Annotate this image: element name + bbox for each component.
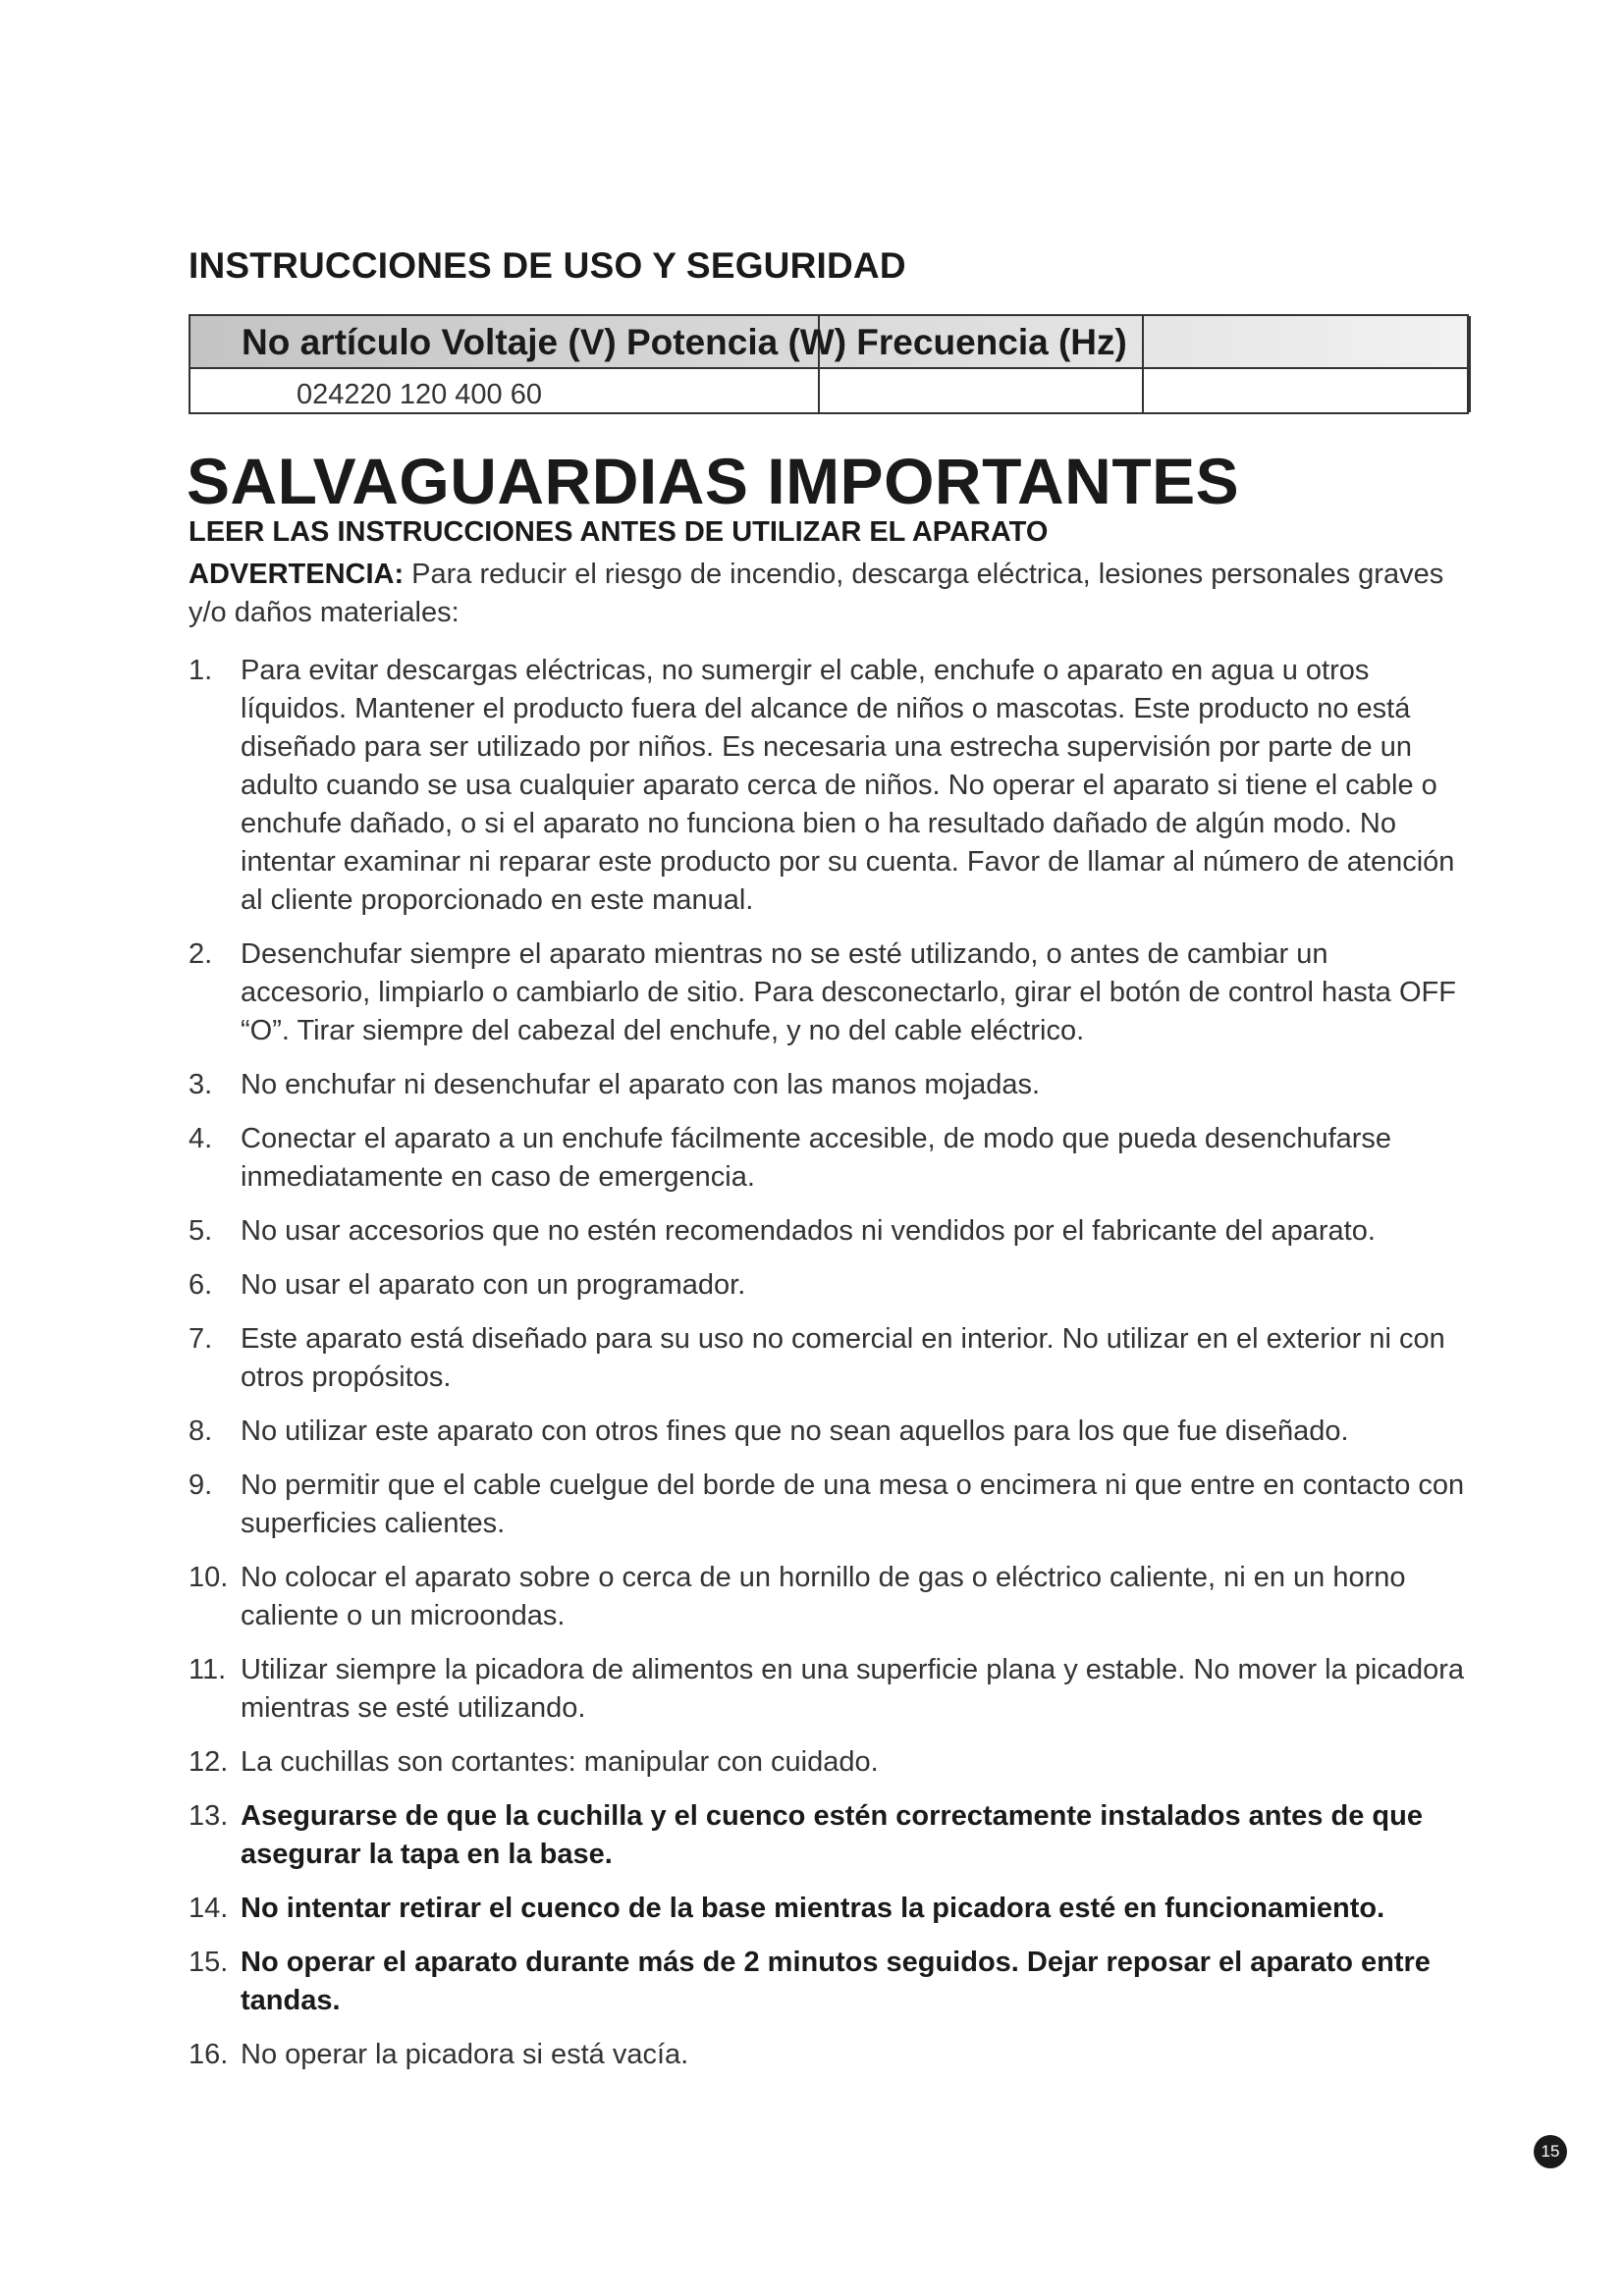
item-text: Conectar el aparato a un enchufe fácilmente accesible, de modo que pueda desenchufarse inmediatamente en caso de emergencia. — [241, 1123, 1392, 1193]
item-number: 1. — [189, 655, 213, 686]
safety-list — [189, 652, 1465, 2090]
item-text: No operar la picadora si está vacía. — [241, 2039, 689, 2070]
list-item — [189, 1467, 1465, 1543]
item-text: No permitir que el cable cuelgue del borde de una mesa o encimera ni que entre en contacto con superficies calientes. — [241, 1469, 1465, 1539]
item-number: 15. — [189, 1947, 229, 1978]
item-text: Asegurarse de que la cuchilla y el cuenco estén correctamente instalados antes de que asegurar la tapa en la base. — [241, 1800, 1423, 1870]
item-number: 5. — [189, 1215, 213, 1247]
item-text: Utilizar siempre la picadora de alimentos en una superficie plana y estable. No mover la picadora mientras se esté utilizando. — [241, 1654, 1465, 1724]
item-number: 6. — [189, 1269, 213, 1301]
item-text: No colocar el aparato sobre o cerca de un hornillo de gas o eléctrico caliente, ni en un horno caliente o un microondas. — [241, 1562, 1406, 1631]
item-text: Este aparato está diseñado para su uso no comercial en interior. No utilizar en el exterior ni con otros propósitos. — [241, 1323, 1445, 1393]
item-text: No operar el aparato durante más de 2 minutos seguidos. Dejar reposar el aparato entre tandas. — [241, 1947, 1431, 2016]
item-text: No intentar retirar el cuenco de la base mientras la picadora esté en funcionamiento. — [241, 1893, 1385, 1924]
item-text: No usar el aparato con un programador. — [241, 1269, 746, 1301]
section-title: INSTRUCCIONES DE USO Y SEGURIDAD — [189, 245, 906, 286]
item-number: 16. — [189, 2039, 229, 2070]
item-number: 12. — [189, 1746, 229, 1778]
list-item — [189, 935, 1465, 1050]
list-item — [189, 1797, 1465, 1874]
item-number: 9. — [189, 1469, 213, 1501]
list-item — [189, 1559, 1465, 1635]
spec-table-values: 024220 120 400 60 — [297, 379, 542, 410]
spec-table — [189, 314, 1469, 414]
item-number: 7. — [189, 1323, 213, 1355]
subtitle: LEER LAS INSTRUCCIONES ANTES DE UTILIZAR EL APARATO — [189, 516, 1049, 548]
spec-table-header-text: No artículo Voltaje (V) Potencia (W) Frecuencia (Hz) — [242, 322, 1127, 362]
list-item — [189, 1120, 1465, 1197]
list-item — [189, 1743, 1465, 1782]
spec-table-divider — [1469, 316, 1471, 412]
item-text: No usar accesorios que no estén recomendados ni vendidos por el fabricante del aparato. — [241, 1215, 1376, 1247]
main-title: SALVAGUARDIAS IMPORTANTES — [187, 445, 1240, 517]
item-number: 11. — [189, 1654, 227, 1685]
list-item — [189, 1413, 1465, 1451]
item-number: 14. — [189, 1893, 229, 1924]
list-item — [189, 1320, 1465, 1397]
spec-table-divider — [1142, 316, 1144, 412]
page-number-badge: 15 — [1534, 2135, 1567, 2168]
item-text: No utilizar este aparato con otros fines que no sean aquellos para los que fue diseñado. — [241, 1415, 1349, 1447]
item-text: Para evitar descargas eléctricas, no sumergir el cable, enchufe o aparato en agua u otros líquidos. Mantener el producto fuera del alcance de niños o mascotas. Este producto no está diseñado para ser utilizado por niños. Es necesaria una estrecha supervisión por parte de un adulto cuando se usa cualquier aparato cerca de niños. No operar el aparato si tiene el cable o enchufe dañado, o si el aparato no funciona bien o ha resultado dañado de algún modo. No intentar examinar ni reparar este producto por su cuenta. Favor de llamar al número de atención al cliente proporcionado en este manual. — [241, 655, 1455, 916]
item-number: 2. — [189, 938, 213, 970]
list-item — [189, 1066, 1465, 1104]
list-item — [189, 1266, 1465, 1305]
item-text: No enchufar ni desenchufar el aparato con las manos mojadas. — [241, 1069, 1041, 1100]
item-number: 10. — [189, 1562, 229, 1593]
warning-label: ADVERTENCIA: — [189, 559, 405, 590]
warning-text: Para reducir el riesgo de incendio, descarga eléctrica, lesiones personales graves y/o daños materiales: — [189, 559, 1444, 628]
list-item — [189, 1651, 1465, 1728]
item-number: 8. — [189, 1415, 213, 1447]
item-number: 13. — [189, 1800, 229, 1832]
list-item — [189, 652, 1465, 920]
item-number: 3. — [189, 1069, 213, 1100]
item-text: Desenchufar siempre el aparato mientras no se esté utilizando, o antes de cambiar un accesorio, limpiarlo o cambiarlo de sitio. Para desconectarlo, girar el botón de control hasta OFF “O”. Tirar siempre del cabezal del enchufe, y no del cable eléctrico. — [241, 938, 1456, 1046]
item-number: 4. — [189, 1123, 213, 1154]
warning-paragraph — [189, 556, 1445, 632]
item-text: La cuchillas son cortantes: manipular con cuidado. — [241, 1746, 879, 1778]
list-item — [189, 1212, 1465, 1251]
list-item — [189, 2036, 1465, 2074]
list-item — [189, 1890, 1465, 1928]
list-item — [189, 1944, 1465, 2020]
